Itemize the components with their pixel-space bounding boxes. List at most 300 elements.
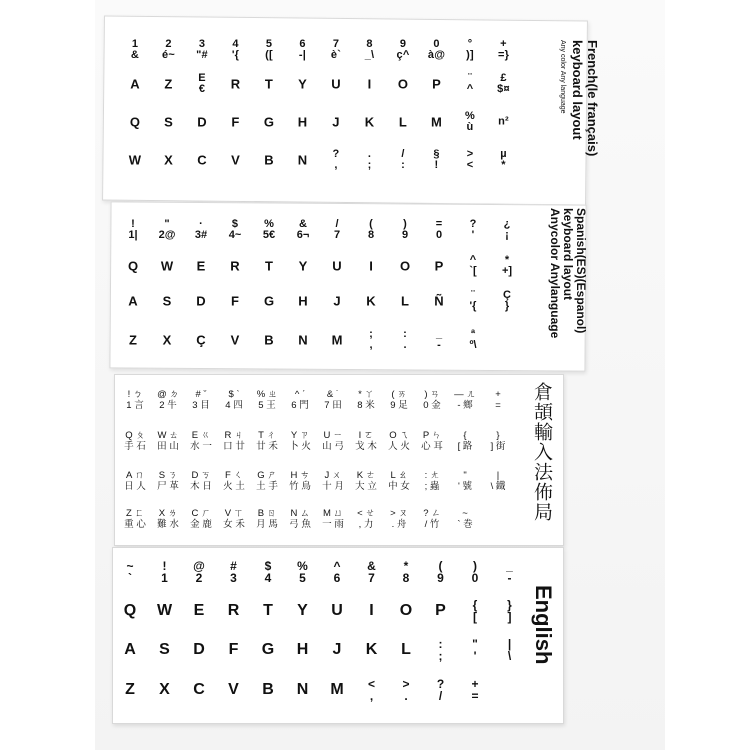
key-legend-text: 5 (299, 571, 306, 585)
key-legend (425, 470, 440, 492)
key-legend-text: \ 鐵 (490, 481, 506, 492)
key-legend-text: V (231, 152, 240, 168)
english-sheet-title: English (531, 585, 556, 665)
key-legend (390, 508, 408, 530)
key-legend (196, 294, 205, 309)
key-legend-text: % (264, 218, 274, 230)
key-legend (190, 470, 212, 492)
key-legend-text: Q (127, 258, 139, 274)
key-legend-text: '{ (469, 300, 477, 312)
key-legend (289, 470, 311, 492)
key-legend (299, 259, 308, 274)
key-legend-text: ù (466, 121, 474, 133)
key-legend (466, 39, 474, 61)
key-legend-text: º\ (469, 339, 477, 351)
key-legend-text: K (364, 114, 375, 130)
key-legend (508, 638, 511, 662)
key-legend-text: E (196, 258, 206, 274)
key-legend-text: E (198, 72, 206, 84)
key-legend (467, 149, 474, 171)
key-legend (263, 602, 273, 620)
key-legend-text: P (434, 258, 444, 274)
key-legend-text: & (299, 218, 307, 230)
key-legend-text: I (367, 76, 372, 92)
key-legend-text: M (330, 681, 344, 698)
key-legend-text: 4~ (228, 229, 242, 241)
key-legend-text: < (367, 677, 376, 691)
key-legend-text: N (296, 681, 309, 698)
key-legend (504, 219, 511, 241)
key-legend (297, 681, 309, 699)
key-legend-text: T (264, 76, 274, 92)
key-legend-text: Y ㄗ (290, 430, 310, 441)
key-legend-text: ' (471, 229, 475, 241)
key-legend (124, 470, 146, 492)
key-legend-text: > (466, 148, 474, 160)
key-legend-text: } (507, 598, 512, 612)
key-legend (264, 294, 274, 309)
key-legend-text: 土 手 (256, 481, 278, 492)
key-legend-text: 2@ (158, 229, 176, 241)
key-legend-text: 1 言 (126, 400, 144, 411)
spanish-subtitle: Anycolor Anylanguage (548, 208, 562, 339)
key-legend-text: [ (472, 610, 477, 624)
key-legend-text: 6 (299, 38, 306, 50)
key-legend-text: Z (129, 332, 137, 348)
key-legend (232, 39, 239, 61)
key-legend-text: L (401, 641, 411, 658)
key-legend (457, 508, 472, 530)
key-legend-text: : (401, 159, 405, 171)
key-legend-text: ° (467, 38, 473, 50)
key-legend-text: U (332, 258, 342, 274)
key-legend-text: / 竹 (424, 519, 440, 530)
key-legend-text: @ ㄉ (157, 389, 179, 400)
key-legend (229, 641, 239, 659)
key-legend (423, 508, 440, 530)
key-legend-text: I (369, 258, 373, 274)
key-legend-text: 1 (131, 38, 139, 50)
key-legend-text: 一 雨 (322, 519, 344, 530)
key-legend (130, 77, 140, 92)
key-legend-text: Y (297, 602, 308, 619)
cangjie-sheet-title: 倉頡輸入法佈局 (531, 382, 552, 522)
key-legend-text: ~ (126, 559, 134, 573)
key-legend-text: . (404, 689, 408, 703)
key-legend (435, 602, 446, 620)
key-legend (355, 470, 377, 492)
key-legend (402, 219, 408, 241)
key-legend (469, 329, 476, 351)
key-legend (197, 153, 207, 168)
key-legend-text: 6 門 (291, 400, 309, 411)
key-legend-text: ! (131, 218, 135, 230)
key-legend-text: 4 (232, 38, 239, 50)
key-legend (366, 294, 375, 309)
key-legend (298, 115, 308, 130)
key-legend-text: W (128, 152, 142, 168)
key-legend (401, 641, 411, 659)
key-legend (190, 430, 212, 452)
key-legend-text: Z (125, 681, 135, 698)
key-legend (469, 255, 476, 277)
key-legend (298, 333, 307, 348)
key-legend-text: V (230, 332, 240, 348)
key-legend-text: G (263, 114, 275, 130)
key-legend-text: O (397, 76, 409, 92)
key-legend-text: " (472, 637, 478, 651)
key-legend-text: A (130, 76, 140, 92)
key-legend-text: - (507, 571, 512, 585)
key-legend (454, 389, 476, 411)
key-legend-text: ([ (265, 49, 273, 61)
key-legend-text: 重 心 (124, 519, 146, 530)
key-legend-text: A ㄇ (126, 470, 144, 481)
key-legend-text: 卜 火 (289, 441, 311, 452)
key-legend-text: 大 立 (355, 481, 377, 492)
key-legend-text: ª (470, 328, 476, 340)
key-legend (472, 638, 478, 662)
key-legend-text: ? ㄥ (423, 508, 441, 519)
key-legend (439, 638, 443, 662)
key-legend-text: § (433, 148, 440, 160)
key-legend-text: P (432, 76, 441, 92)
key-legend-text: 月 馬 (256, 519, 278, 530)
key-legend-text: è` (330, 49, 342, 61)
key-legend-text: Q (123, 602, 137, 619)
key-legend-text: · (199, 218, 203, 230)
key-legend (498, 39, 509, 61)
key-legend-text: T ㄔ (258, 430, 276, 441)
key-legend-text: V ㄒ (224, 508, 244, 519)
key-legend-text: ? (469, 218, 477, 230)
key-legend-text: X ㄌ (158, 508, 178, 519)
key-legend-text: ' 號 (458, 481, 472, 492)
key-legend-text: } (504, 300, 510, 312)
spanish-title-line1: Spanish(ES)(Espanol) (574, 208, 588, 334)
key-legend (128, 294, 137, 309)
key-legend (157, 508, 179, 530)
key-legend (368, 219, 374, 241)
key-legend-text: C (193, 681, 205, 698)
key-legend-text: 8 (367, 229, 375, 241)
key-legend (264, 333, 273, 348)
key-legend (223, 470, 245, 492)
key-legend-text: 山 弓 (322, 441, 344, 452)
key-legend (264, 115, 274, 130)
key-legend (157, 602, 172, 620)
key-legend-text: '{ (231, 49, 240, 61)
key-legend-text: 1 (161, 571, 168, 585)
key-legend-text: J (332, 641, 342, 658)
key-legend (403, 560, 410, 584)
key-legend (399, 115, 407, 130)
key-legend (231, 153, 240, 168)
key-legend (299, 39, 306, 61)
key-legend (324, 389, 341, 411)
key-legend-text: Y (298, 258, 308, 274)
french-title-line2: keyboard layout (570, 40, 585, 140)
key-legend-text: B ㄖ (257, 508, 277, 519)
key-legend (159, 681, 170, 699)
key-legend (161, 560, 168, 584)
key-legend-text: = (471, 689, 479, 703)
key-legend-text: F (231, 114, 240, 130)
key-legend-text: Y (298, 76, 307, 92)
key-legend-text: ! ㄅ (127, 389, 143, 400)
key-legend-text: +] (501, 265, 513, 277)
key-legend (157, 389, 179, 411)
key-legend-text: 日 人 (124, 481, 146, 492)
key-legend-text: U (331, 602, 343, 619)
key-legend-text: E ㄍ (191, 430, 211, 441)
key-legend (262, 681, 274, 699)
key-legend-text: + (500, 38, 507, 50)
key-legend (256, 508, 278, 530)
key-legend-text: H (298, 293, 308, 309)
key-legend (265, 39, 273, 61)
key-legend-text: , 力 (358, 519, 374, 530)
key-legend-text: D ㄎ (191, 470, 211, 481)
key-legend (256, 430, 278, 452)
key-legend-text: % (465, 110, 475, 122)
key-legend-text: 9 足 (390, 400, 408, 411)
key-legend-text: 3 (198, 38, 206, 50)
key-legend-text: , (334, 159, 338, 171)
key-legend-text: N (298, 332, 308, 348)
key-legend (436, 219, 442, 241)
key-legend (231, 333, 240, 348)
key-legend (503, 290, 511, 312)
key-legend-text: Ç (503, 289, 511, 301)
key-legend (225, 389, 242, 411)
key-legend-text: N ㄙ (290, 508, 310, 519)
key-legend-text: ! (434, 159, 439, 171)
key-legend-text: = (495, 400, 501, 411)
key-legend (131, 39, 139, 61)
key-legend (297, 219, 310, 241)
key-legend (256, 470, 278, 492)
key-legend-text: % (297, 559, 308, 573)
key-legend (472, 560, 479, 584)
key-legend-text: L ㄠ (390, 470, 408, 481)
key-legend-text: } (496, 430, 500, 441)
key-legend-text: € (198, 83, 206, 95)
key-legend-text: < ㄝ (357, 508, 375, 519)
key-legend (368, 77, 372, 92)
key-legend-text: é~ (162, 49, 175, 61)
key-legend-text: * (403, 559, 409, 573)
key-legend-text: 7 (333, 229, 341, 241)
key-legend-text: Q (129, 114, 141, 130)
key-legend (402, 678, 409, 702)
key-legend-text: ) (403, 218, 407, 230)
key-legend-text: W (156, 602, 173, 619)
key-legend (161, 259, 173, 274)
key-legend (365, 115, 375, 130)
key-legend (322, 430, 344, 452)
key-legend (397, 39, 410, 61)
key-legend-text: 1| (128, 229, 138, 241)
key-legend-text: J ㄨ (324, 470, 342, 481)
key-legend-text: 0 金 (423, 400, 441, 411)
key-legend (159, 641, 170, 659)
key-legend (264, 153, 274, 168)
key-legend (297, 560, 308, 584)
key-legend-text: 9 (401, 229, 409, 241)
key-legend (124, 602, 136, 620)
key-legend-text: ' (473, 649, 477, 663)
key-legend (229, 219, 242, 241)
key-legend (431, 115, 442, 130)
key-legend (223, 508, 245, 530)
key-legend (297, 641, 309, 659)
key-legend-text: µ (500, 148, 507, 160)
key-legend (196, 39, 208, 61)
key-legend-text: 5 (265, 38, 273, 50)
key-legend-text: . 舟 (391, 519, 407, 530)
key-legend-text: = (435, 218, 443, 230)
key-legend-text: 2 (195, 571, 203, 585)
key-legend-text: I ㄛ (358, 430, 374, 441)
key-legend-text: `[ (469, 265, 477, 277)
key-legend-text: . (403, 339, 407, 351)
key-legend (500, 149, 507, 171)
key-legend (433, 149, 439, 171)
key-legend-text: -| (298, 49, 307, 61)
key-legend (159, 219, 176, 241)
key-legend-text: P (435, 602, 446, 619)
key-legend (432, 77, 441, 92)
key-legend (333, 641, 342, 659)
key-legend-text: ( (369, 218, 373, 230)
key-legend-text: R ㄐ (224, 430, 244, 441)
key-legend-text: ] (507, 610, 512, 624)
key-legend-text: ; (367, 159, 372, 171)
key-legend-text: Ç (196, 332, 206, 348)
key-legend (367, 560, 376, 584)
key-legend (400, 259, 410, 274)
key-legend (193, 681, 205, 699)
key-legend (223, 430, 245, 452)
key-legend-text: M ㄩ (322, 508, 344, 519)
key-legend (265, 77, 273, 92)
key-legend-text: % ㄓ (256, 389, 278, 400)
key-legend (126, 560, 133, 584)
key-legend-text: | (507, 637, 512, 651)
key-legend (467, 73, 474, 95)
key-legend-text: M (331, 332, 343, 348)
key-legend (355, 430, 377, 452)
key-legend-text: 9 (399, 38, 407, 50)
key-legend (164, 153, 173, 168)
key-legend-text: 3 (230, 571, 237, 585)
key-legend-text: R (230, 258, 240, 274)
key-legend-text: ( ㄞ (391, 389, 407, 400)
key-legend (437, 560, 444, 584)
key-legend-text: S (164, 114, 173, 130)
key-legend-text: Q ㄆ (125, 430, 145, 441)
key-legend-text: 尸 革 (157, 481, 179, 492)
key-legend (231, 115, 239, 130)
key-legend-text: 8 (402, 571, 410, 585)
key-legend (436, 329, 442, 351)
key-legend (502, 255, 512, 277)
key-legend-text: X (164, 152, 173, 168)
key-legend-text: B (264, 332, 274, 348)
key-legend-text: N (297, 152, 308, 168)
key-legend-text: H ㄘ (290, 470, 310, 481)
key-legend-text: Z ㄈ (126, 508, 144, 519)
key-legend-text: ^ (469, 254, 477, 266)
key-legend-text: A (124, 641, 136, 658)
key-legend-text: : ㄤ (424, 470, 440, 481)
key-legend-text: [ 路 (457, 441, 473, 452)
key-legend-text: < (466, 159, 474, 171)
key-legend-text: 3 目 (192, 400, 210, 411)
key-legend (428, 39, 445, 61)
key-legend-text: ¡ (505, 229, 509, 241)
key-legend (495, 389, 501, 411)
key-legend (128, 259, 138, 274)
key-legend-text: & (367, 559, 376, 573)
key-legend-text: * (501, 159, 506, 171)
key-legend (491, 430, 506, 452)
key-legend-text: ] 街 (490, 441, 506, 452)
key-legend-text: 7 田 (324, 400, 342, 411)
key-legend-text: 6¬ (296, 229, 310, 241)
key-legend-text: — ㄦ (454, 389, 476, 400)
key-legend (330, 681, 343, 699)
key-legend-text: . (367, 148, 372, 160)
key-legend-text: S ㄋ (158, 470, 178, 481)
key-legend-text: 口 廿 (223, 441, 245, 452)
key-legend (333, 149, 340, 171)
key-legend (497, 73, 510, 95)
key-legend (368, 149, 372, 171)
key-legend (289, 508, 311, 530)
key-legend-text: $¤ (497, 83, 510, 95)
key-legend-text: O (399, 258, 411, 274)
key-legend-text: 中 女 (388, 481, 410, 492)
key-legend-text: O (399, 602, 413, 619)
key-legend-text: ¨ (471, 289, 475, 301)
key-legend-text: "# (196, 49, 208, 61)
key-legend-text: 0 (433, 38, 440, 50)
key-legend-text: 木 日 (190, 481, 212, 492)
key-legend-text: " (463, 470, 467, 481)
key-legend-text: 8 米 (357, 400, 375, 411)
key-legend (434, 294, 443, 309)
key-legend (322, 508, 344, 530)
key-legend-text: L (398, 114, 408, 130)
key-legend-text: - (437, 339, 441, 351)
key-legend-text: ; 蟲 (424, 481, 440, 492)
key-legend-text: P ㄣ (422, 430, 442, 441)
key-legend (491, 470, 506, 492)
key-legend (421, 430, 443, 452)
key-legend-text: 5€ (262, 229, 276, 241)
key-legend-text: 戈 木 (355, 441, 377, 452)
key-legend (197, 115, 207, 130)
key-legend-text: _\ (364, 49, 375, 61)
key-legend-text: ~ (462, 508, 468, 519)
key-legend-text: 田 山 (157, 441, 179, 452)
key-legend-text: )] (466, 49, 474, 61)
key-legend-text: G (261, 641, 275, 658)
key-legend (124, 508, 146, 530)
key-legend-text: ? (332, 148, 340, 160)
